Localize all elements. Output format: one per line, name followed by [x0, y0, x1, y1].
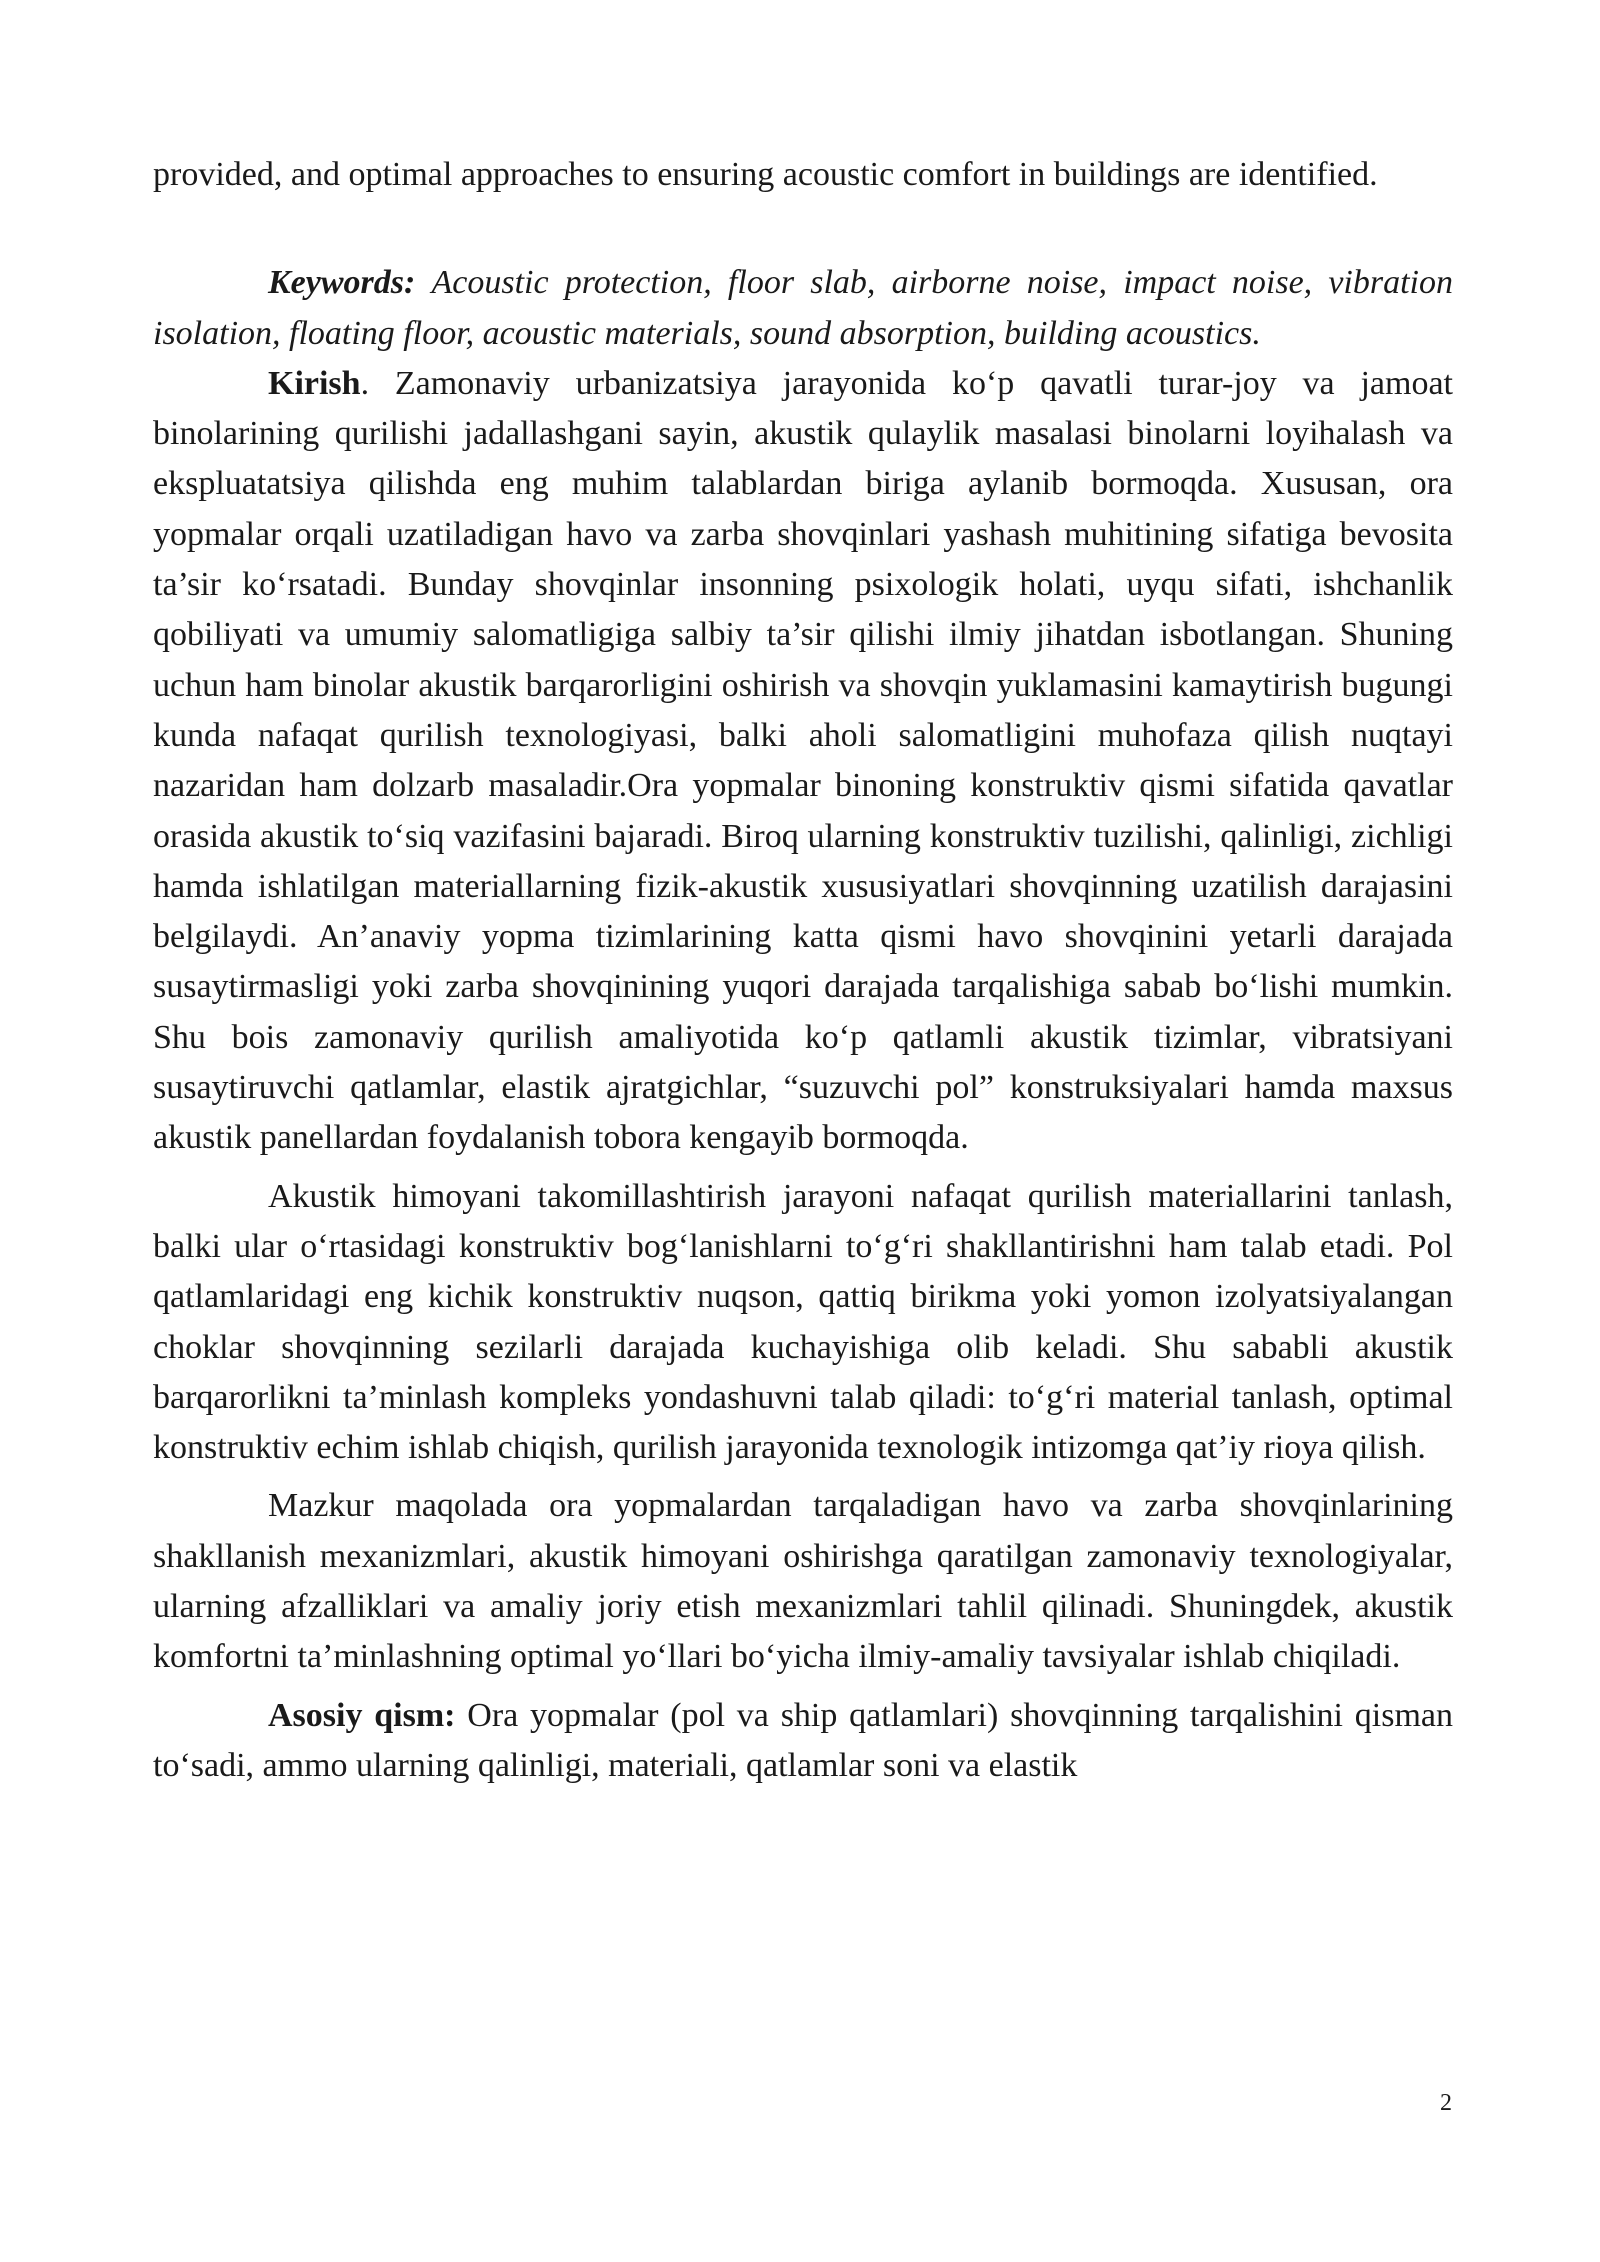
keywords-label: Keywords:: [268, 264, 416, 302]
intro-paragraph: [153, 359, 1453, 1164]
paragraph-2: Akustik himoyani takomillashtirish jarayoni nafaqat qurilish materiallarini tanlash, balki ular o‘rtasidagi konstruktiv bog‘lanishlarni to‘g‘ri shakllantirishni ham talab etadi. Pol qatlamlaridagi eng kichik konstruktiv nuqson, qattiq birikma yoki yomon izolyatsiyalangan choklar shovqinning sezilarli darajada kuchayishiga olib keladi. Shu sababli akustik barqarorlikni ta’minlash kompleks yondashuvni talab qiladi: to‘g‘ri material tanlash, optimal konstruktiv echim ishlab chiqish, qurilish jarayonida texnologik intizomga qat’iy rioya qilish.: [153, 1177, 1453, 1467]
intro-heading: Kirish: [268, 364, 361, 402]
intro-text: . Zamonaviy urbanizatsiya jarayonida ko‘p qavatli turar-joy va jamoat binolarining qurilishi jadallashgani sayin, akustik qulaylik masalasi binolarni loyihalash va ekspluatatsiya qilishda eng muhim talablardan biriga aylanib bormoqda. Xususan, ora yopmalar orqali uzatiladigan havo va zarba shovqinlari yashash muhitining sifatiga bevosita ta’sir ko‘rsatadi. Bunday shovqinlar insonning psixologik holati, uyqu sifati, ishchanlik qobiliyati va umumiy salomatligiga salbiy ta’sir qilishi ilmiy jihatdan isbotlangan. Shuning uchun ham binolar akustik barqarorligini oshirish va shovqin yuklamasini kamaytirish bugungi kunda nafaqat qurilish texnologiyasi, balki aholi salomatligini muhofaza qilish nuqtayi nazaridan ham dolzarb masaladir.Ora yopmalar binoning konstruktiv qismi sifatida qavatlar orasida akustik to‘siq vazifasini bajaradi. Biroq ularning konstruktiv tuzilishi, qalinligi, zichligi hamda ishlatilgan materiallarning fizik-akustik xususiyatlari shovqinning uzatilish darajasini belgilaydi. An’anaviy yopma tizimlarining katta qismi havo shovqinini yetarli darajada susaytirmasligi yoki zarba shovqinining yuqori darajada tarqalishiga sabab bo‘lishi mumkin. Shu bois zamonaviy qurilish amaliyotida ko‘p qatlamli akustik tizimlar, vibratsiyani susaytiruvchi qatlamlar, elastik ajratgichlar, “suzuvchi pol” konstruksiyalari hamda maxsus akustik panellardan foydalanish tobora kengayib bormoqda.: [153, 364, 1453, 1157]
keywords-text: Acoustic protection, floor slab, airborne noise, impact noise, vibration isolation, floating floor, acoustic materials, sound absorption, building acoustics.: [153, 264, 1454, 352]
main-part-paragraph: [153, 1691, 1453, 1792]
main-part-heading: Asosiy qism:: [268, 1696, 456, 1734]
keywords-paragraph: [153, 258, 1453, 359]
main-part-text: Ora yopmalar (pol va ship qatlamlari) shovqinning tarqalishini qisman to‘sadi, ammo ularning qalinligi, materiali, qatlamlar soni va elastik: [153, 1696, 1453, 1784]
page-number: 2: [1440, 2090, 1452, 2116]
abstract-tail: provided, and optimal approaches to ensuring acoustic comfort in buildings are identified.: [153, 156, 1378, 193]
paragraph-3: Mazkur maqolada ora yopmalardan tarqaladigan havo va zarba shovqinlarining shakllanish mexanizmlari, akustik himoyani oshirishga qaratilgan zamonaviy texnologiyalar, ularning afzalliklari va amaliy joriy etish mexanizmlari tahlil qilinadi. Shuningdek, akustik komfortni ta’minlashning optimal yo‘llari bo‘yicha ilmiy-amaliy tavsiyalar ishlab chiqiladi.: [153, 1487, 1453, 1676]
page-body: [153, 150, 1453, 1791]
